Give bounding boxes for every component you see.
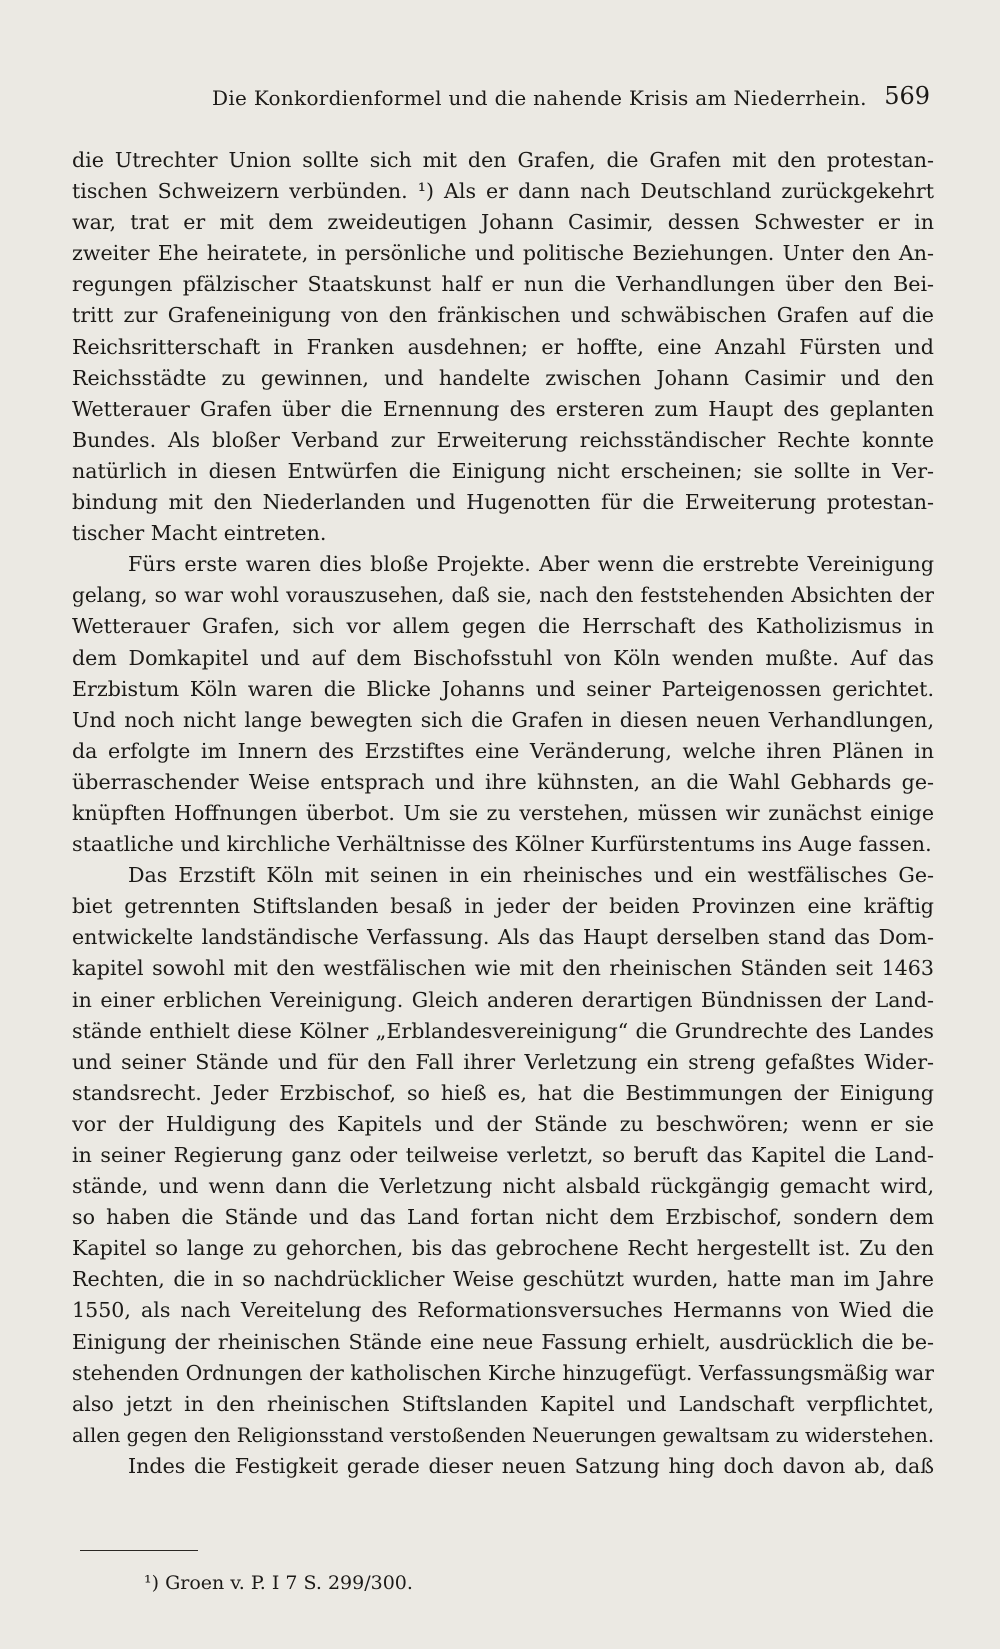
text-line: in einer erblichen Vereinigung. Gleich anderen derartigen Bündnissen der Land- xyxy=(72,987,934,1012)
text-line: also jetzt in den rheinischen Stiftslanden Kapitel und Landschaft verpflichtet, xyxy=(72,1391,934,1416)
text-line: stehenden Ordnungen der katholischen Kirche hinzugefügt. Verfassungsmäßig war xyxy=(72,1360,934,1385)
text-line: tischer Macht eintreten. xyxy=(72,521,327,546)
text-line: tischen Schweizern verbünden. ¹) Als er dann nach Deutschland zurückgekehrt xyxy=(72,179,934,204)
text-line: gelang, so war wohl vorauszusehen, daß sie, nach den feststehenden Absichten der xyxy=(72,583,934,608)
text-line: Kapitel so lange zu gehorchen, bis das gebrochene Recht hergestellt ist. Zu den xyxy=(72,1236,934,1261)
text-line: die Utrechter Union sollte sich mit den Grafen, die Grafen mit den protestan- xyxy=(72,148,934,172)
text-line: war, trat er mit dem zweideutigen Johann Casimir, dessen Schwester er in xyxy=(72,210,934,235)
text-line: biet getrennten Stiftslanden besaß in jeder der beiden Provinzen eine kräftig xyxy=(72,894,934,919)
text-line: und seiner Stände und für den Fall ihrer Verletzung ein streng gefaßtes Wider- xyxy=(72,1049,934,1074)
page-header xyxy=(72,82,934,120)
text-line: stände enthielt diese Kölner „Erblandesvereinigung“ die Grundrechte des Landes xyxy=(72,1018,934,1043)
text-line: so haben die Stände und das Land fortan nicht dem Erzbischof, sondern dem xyxy=(72,1205,934,1230)
running-title: Die Konkordienformel und die nahende Krisis am Niederrhein. xyxy=(212,86,867,110)
page-number: 569 xyxy=(884,82,930,110)
text-line: zweiter Ehe heiratete, in persönliche und politische Beziehungen. Unter den An- xyxy=(72,241,934,266)
text-line: entwickelte landständische Verfassung. Als das Haupt derselben stand das Dom- xyxy=(72,925,934,950)
text-line: knüpften Hoffnungen überbot. Um sie zu verstehen, müssen wir zunächst einige xyxy=(72,800,934,825)
text-line: Rechten, die in so nachdrücklicher Weise geschützt wurden, hatte man im Jahre xyxy=(72,1267,934,1292)
text-line: stände, und wenn dann die Verletzung nicht alsbald rückgängig gemacht wird, xyxy=(72,1174,934,1199)
text-line: Wetterauer Grafen, sich vor allem gegen die Herrschaft des Katholizismus in xyxy=(72,614,934,639)
text-line: in seiner Regierung ganz oder teilweise verletzt, so beruft das Kapitel die Land- xyxy=(72,1143,934,1167)
text-line: natürlich in diesen Entwürfen die Einigung nicht erscheinen; sie sollte in Ver- xyxy=(72,458,934,483)
text-line: bindung mit den Niederlanden und Hugenotten für die Erweiterung protestan- xyxy=(72,490,934,515)
text-line: Erzbistum Köln waren die Blicke Johanns und seiner Parteigenossen gerichtet. xyxy=(72,676,934,701)
text-line: Wetterauer Grafen über die Ernennung des ersteren zum Haupt des geplanten xyxy=(72,396,934,421)
text-line: Indes die Festigkeit gerade dieser neuen Satzung hing doch davon ab, daß xyxy=(128,1453,934,1478)
text-line: Bundes. Als bloßer Verband zur Erweiterung reichsständischer Rechte konnte xyxy=(72,427,934,452)
text-line: standsrecht. Jeder Erzbischof, so hieß es, hat die Bestimmungen der Einigung xyxy=(72,1080,934,1105)
text-line: Und noch nicht lange bewegten sich die Grafen in diesen neuen Verhandlungen, xyxy=(72,707,934,732)
text-line: Das Erzstift Köln mit seinen in ein rheinisches und ein westfälisches Ge- xyxy=(128,863,934,888)
text-line: tritt zur Grafeneinigung von den fränkischen und schwäbischen Grafen auf die xyxy=(72,303,934,328)
text-line: vor der Huldigung des Kapitels und der Stände zu beschwören; wenn er sie xyxy=(72,1111,934,1136)
footnote-divider xyxy=(80,1550,198,1551)
text-line: kapitel sowohl mit den westfälischen wie mit den rheinischen Ständen seit 1463 xyxy=(72,956,934,981)
text-line: regungen pfälzischer Staatskunst half er nun die Verhandlungen über den Bei- xyxy=(72,272,934,297)
footnote: ¹) Groen v. P. I 7 S. 299/300. xyxy=(144,1572,413,1594)
text-line: staatliche und kirchliche Verhältnisse des Kölner Kurfürstentums ins Auge fassen. xyxy=(72,832,932,857)
text-line: dem Domkapitel und auf dem Bischofsstuhl von Köln wenden mußte. Auf das xyxy=(72,645,934,670)
text-line: überraschender Weise entsprach und ihre kühnsten, an die Wahl Gebhards ge- xyxy=(72,769,934,794)
text-line: Einigung der rheinischen Stände eine neue Fassung erhielt, ausdrücklich die be- xyxy=(72,1329,934,1354)
text-line: Reichsritterschaft in Franken ausdehnen; er hoffte, eine Anzahl Fürsten und xyxy=(72,334,934,359)
text-line: Reichsstädte zu gewinnen, und handelte zwischen Johann Casimir und den xyxy=(72,365,934,390)
body-text xyxy=(72,145,934,1482)
text-line: 1550, als nach Vereitelung des Reformationsversuches Hermanns von Wied die xyxy=(72,1298,934,1323)
text-line: allen gegen den Religionsstand verstoßenden Neuerungen gewaltsam zu widerstehen. xyxy=(72,1423,934,1447)
text-line: da erfolgte im Innern des Erzstiftes eine Veränderung, welche ihren Plänen in xyxy=(72,738,934,763)
text-line: Fürs erste waren dies bloße Projekte. Aber wenn die erstrebte Vereinigung xyxy=(128,552,934,577)
